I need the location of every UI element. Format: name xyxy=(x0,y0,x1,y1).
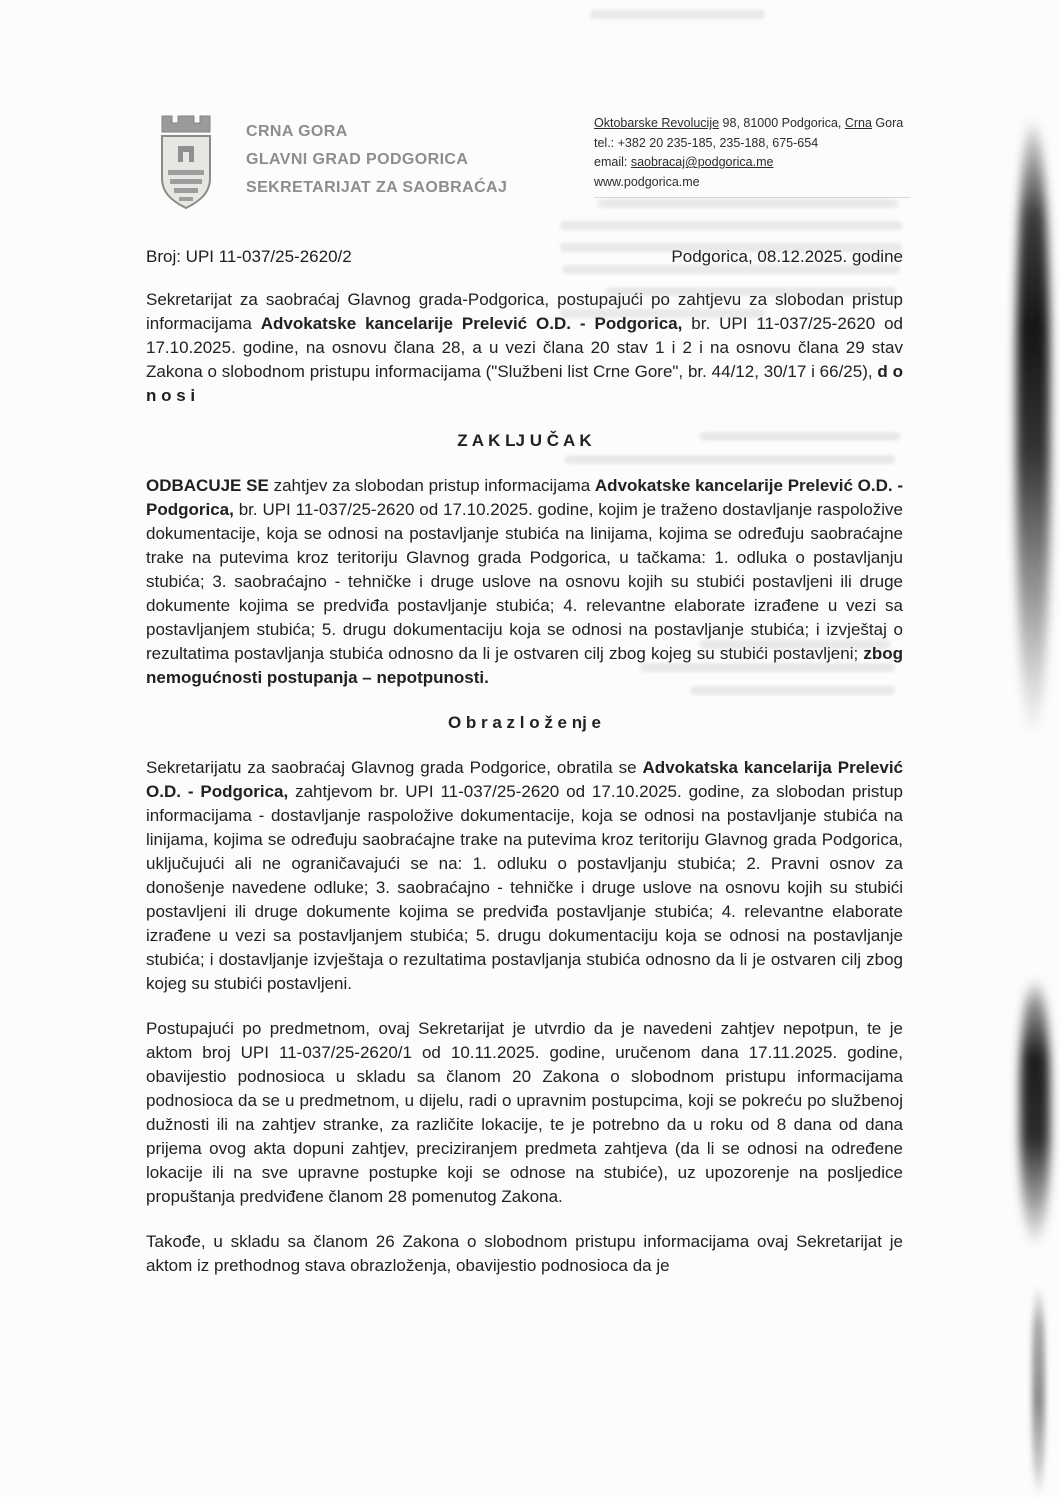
bleedthrough-artifact xyxy=(560,309,765,318)
decision-paragraph: ODBACUJE SE zahtjev za slobodan pristup informacijama Advokatske kancelarije Prelević O.D. - Podgorica, br. UPI 11-037/25-2620 od 17.10.2025. godine, kojim je traženo dostavljanje raspoložive dokumentacije, koja se odnosi na postavljanje stubića na linijama, kojima se određuju saobraćajne trake na putevima kroz teritoriju Glavnog grada Podgorica, u tačkama: 1. odluka o postavljanju stubića; 3. saobraćajno - tehničke i druge uslove na osnovu kojih su stubići postavljeni ili druge dokumente kojima se predviđa postavljanje stubića; 4. relevantne elaborate izrađene u vezi sa postavljanjem stubića; 5. drugu dokumentaciju koja se odnosi na postavljanje stubića; i izvještaj o rezultatima postavljanja stubića odnosno da li je ostvaren cilj zbog kojeg su stubići postavljeni; zbog nemogućnosti postupanja – nepotpunosti. xyxy=(146,476,904,687)
scan-smudge-right-top xyxy=(1016,118,1050,738)
place-and-date: Podgorica, 08.12.2025. godine xyxy=(671,247,903,266)
org-line-city: GLAVNI GRAD PODGORICA xyxy=(246,151,469,168)
bleedthrough-artifact xyxy=(590,10,765,19)
explanation-paragraph-1: Sekretarijatu za saobraćaj Glavnog grada Podgorice, obratila se Advokatska kancelarija Prelević O.D. - Podgorica, zahtjevom br. UPI 11-037/25-2620 od 17.10.2025. godine, za slobodan pristup informacijama - dostavljanje raspoložive dokumentacije, koja se odnosi na postavljanje stubića na linijama, kojima se određuju saobraćajne trake na putevima kroz teritoriju Glavnog grada Podgorica, uključujući ali ne ograničavajući se na: 1. odluku o postavljanju stubića; 2. Pravni osnov za donošenje navedene odluke; 3. saobraćajno - tehničke i druge uslove na osnovu kojih su stubići postavljeni ili druge dokumente kojima se predviđa postavljanje stubića; 4. relevantne elaborate izrađene u vezi sa postavljanjem stubića; 5. drugu dokumentaciju koja se odnosi na postavljanje stubića; i dostavljanje izvještaja o rezultatima postavljanja stubića odnosno da li je ostvaren cilj zbog kojeg su stubići postavljeni. xyxy=(146,758,903,993)
explanation-paragraph-3: Takođe, u skladu sa članom 26 Zakona o slobodnom pristupu informacijama ovaj Sekretarijat je aktom iz prethodnog stava obrazloženja, obavijestio podnosioca da je xyxy=(146,1232,903,1275)
bleedthrough-artifact xyxy=(560,221,902,230)
contact-address: Oktobarske Revolucije 98, 81000 Podgorica, Crna Gora xyxy=(594,116,904,130)
bleedthrough-artifact xyxy=(598,199,898,208)
heading-obrazlozenje: O b r a z l o ž e nj e xyxy=(447,713,602,732)
scan-smudge-right-middle xyxy=(1020,978,1050,1246)
org-line-country: CRNA GORA xyxy=(246,123,348,140)
bleedthrough-artifact xyxy=(562,265,900,274)
bleedthrough-artifact xyxy=(560,243,902,252)
bleedthrough-artifact xyxy=(700,432,900,441)
heading-zakljucak: Z A K LJ U Č A K xyxy=(457,431,592,450)
intro-paragraph: Sekretarijat za saobraćaj Glavnog grada-Podgorica, postupajući po zahtjevu za slobodan pristup informacijama Advokatske kancelarije Prelević O.D. - Podgorica, br. UPI 11-037/25-2620 od 17.10.2025. godine, na osnovu člana 28, a u vezi člana 20 stav 1 i 2 i na osnovu člana 29 stav Zakona o slobodnom pristupu informacijama ("Službeni list Crne Gore", br. 44/12, 30/17 i 66/25), d o n o s i xyxy=(146,290,903,405)
scan-line-artifact xyxy=(594,197,910,198)
bleedthrough-artifact xyxy=(606,287,896,296)
scan-smudge-right-bottom xyxy=(1032,1285,1045,1497)
contact-phone: tel.: +382 20 235-185, 235-188, 675-654 xyxy=(594,135,819,150)
bleedthrough-artifact xyxy=(565,455,895,464)
org-header xyxy=(246,118,507,202)
contact-block xyxy=(594,114,903,192)
document-number: Broj: UPI 11-037/25-2620/2 xyxy=(146,247,352,266)
bleedthrough-artifact xyxy=(640,663,895,672)
contact-email: email: saobracaj@podgorica.me xyxy=(594,155,774,169)
bleedthrough-artifact xyxy=(700,640,890,649)
podgorica-coat-of-arms-icon xyxy=(154,112,218,214)
explanation-paragraph-2: Postupajući po predmetnom, ovaj Sekretarijat je utvrdio da je navedeni zahtjev nepotpun, te je aktom broj UPI 11-037/25-2620/1 od 10.11.2025. godine, uručenom dana 17.11.2025. godine, obavijestio podnosioca u skladu sa članom 20 Zakona o slobodnom pristupu informacijama podnosioca da se u predmetnom, u dijelu, radi o upravnim postupcima, koji se pokreću po službenoj dužnosti ili na zahtjev stranke, za različite lokacije, te je potrebno da u roku od 8 dana od dana prijema ovog akta dopuni zahtjev, preciziranjem predmeta zahtjeva (da li se odnosi na određene lokacije ili na sve upravne postupke koji se odnose na stubiće), uz upozorenje na posljedice propuštanja predviđene članom 28 pomenutog Zakona. xyxy=(146,1019,903,1206)
org-line-secretariat: SEKRETARIJAT ZA SAOBRAĆAJ xyxy=(246,179,508,196)
bleedthrough-artifact xyxy=(690,686,895,695)
contact-website: www.podgorica.me xyxy=(594,174,700,189)
